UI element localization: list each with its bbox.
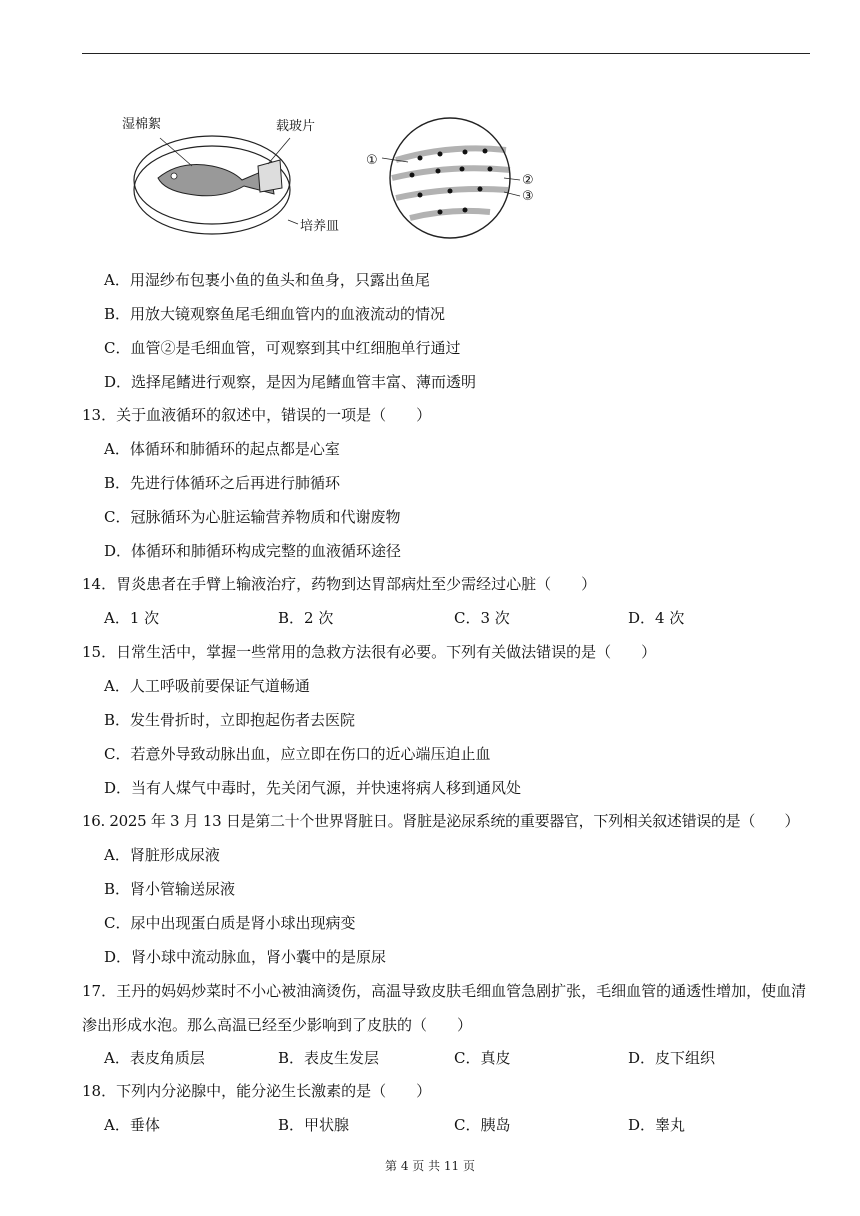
label-mark-1: ① [366,153,378,168]
q12-option-c: C．血管②是毛细血管，可观察到其中红细胞单行通过 [104,339,461,357]
label-dish: 培养皿 [300,219,340,234]
q13-option-a: A．体循环和肺循环的起点都是心室 [104,440,340,458]
q14-options [104,608,810,628]
q14-option-b: B．2 次 [278,609,334,627]
q15-option-a: A．人工呼吸前要保证气道畅通 [104,677,310,695]
q18-option-b: B．甲状腺 [278,1116,350,1134]
experiment-figure [120,108,560,240]
q17-option-a: A．表皮角质层 [104,1049,205,1067]
label-mark-3: ③ [522,189,534,204]
label-cotton: 湿棉絮 [122,117,162,132]
q18-option-c: C．胰岛 [454,1116,511,1134]
q15-option-b: B．发生骨折时，立即抱起伤者去医院 [104,711,356,729]
q14-option-c: C．3 次 [454,609,510,627]
q12-option-d: D．选择尾鳍进行观察，是因为尾鳍血管丰富、薄而透明 [104,373,477,391]
q16-option-b: B．肾小管输送尿液 [104,880,236,898]
page-footer: 第 4 页 共 11 页 [385,1159,475,1173]
q16-option-a: A．肾脏形成尿液 [104,846,220,864]
q13-option-c: C．冠脉循环为心脏运输营养物质和代谢废物 [104,508,401,526]
q16-option-c: C．尿中出现蛋白质是肾小球出现病变 [104,914,356,932]
q17-option-b: B．表皮生发层 [278,1049,380,1067]
q18-stem: 18．下列内分泌腺中，能分泌生长激素的是（ ） [82,1082,432,1100]
q16-stem: 16. 2025 年 3 月 13 日是第二十个世界肾脏日。肾脏是泌尿系统的重要器官，下列相关叙述错误的是（ ） [82,812,800,830]
q13-option-b: B．先进行体循环之后再进行肺循环 [104,474,341,492]
q18-options [104,1115,810,1135]
header-rule [82,53,810,54]
q14-option-a: A．1 次 [104,609,160,627]
q17-options [104,1048,810,1068]
label-slide: 载玻片 [276,119,316,134]
q12-option-a: A．用湿纱布包裹小鱼的鱼头和鱼身，只露出鱼尾 [104,271,430,289]
q15-option-c: C．若意外导致动脉出血，应立即在伤口的近心端压迫止血 [104,745,491,763]
q18-option-a: A．垂体 [104,1116,160,1134]
q17-option-c: C．真皮 [454,1049,511,1067]
q15-stem: 15．日常生活中，掌握一些常用的急救方法很有必要。下列有关做法错误的是（ ） [82,643,657,661]
q14-option-d: D．4 次 [628,609,685,627]
label-mark-2: ② [522,173,534,188]
petri-dish-illustration [122,116,339,234]
q13-stem: 13．关于血液循环的叙述中，错误的一项是（ ） [82,406,432,424]
q16-option-d: D．肾小球中流动脉血，肾小囊中的是原尿 [104,948,387,966]
q13-option-d: D．体循环和肺循环构成完整的血液循环途径 [104,542,402,560]
microscope-view-illustration [366,118,534,238]
q17-stem: 17．王丹的妈妈炒菜时不小心被油滴烫伤，高温导致皮肤毛细血管急剧扩张，毛细血管的通透性增加，使血清渗出形成水泡。那么高温已经至少影响到了皮肤的（ ） [82,982,807,1034]
q14-stem: 14．胃炎患者在手臂上输液治疗，药物到达胃部病灶至少需经过心脏（ ） [82,575,597,593]
q17-option-d: D．皮下组织 [628,1049,716,1067]
q12-option-b: B．用放大镜观察鱼尾毛细血管内的血液流动的情况 [104,305,446,323]
q18-option-d: D．睾丸 [628,1116,686,1134]
q15-option-d: D．当有人煤气中毒时，先关闭气源，并快速将病人移到通风处 [104,779,522,797]
